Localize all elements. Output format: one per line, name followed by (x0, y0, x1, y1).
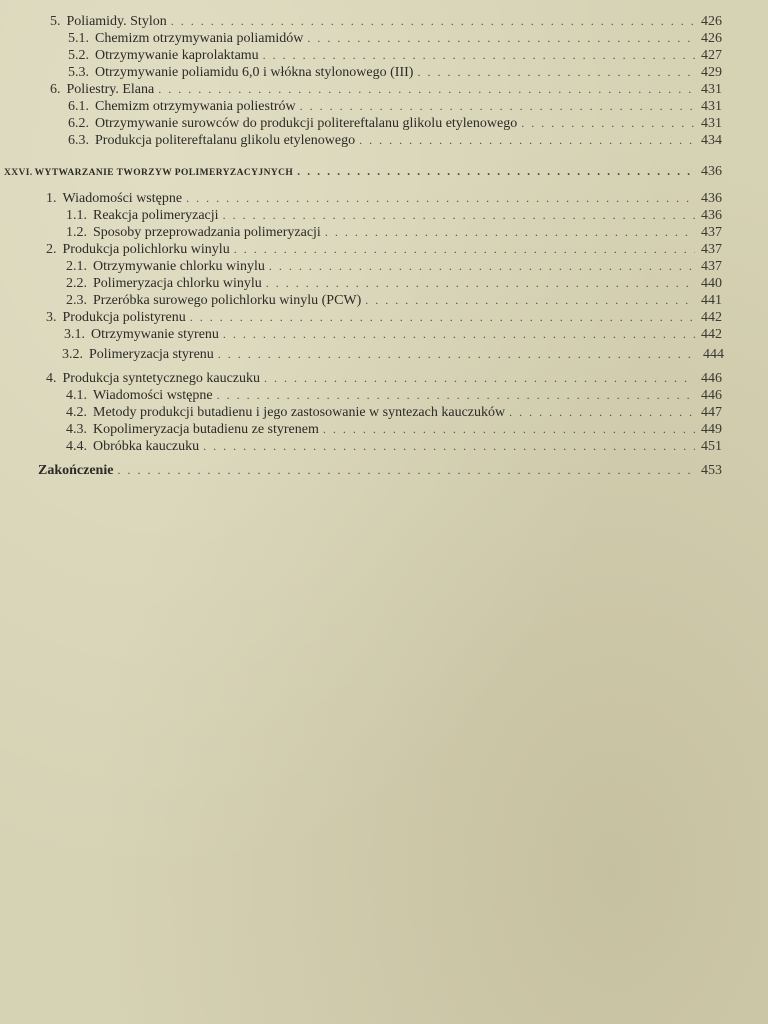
chapter-number: XXVI. (4, 168, 33, 178)
toc-entry (68, 98, 722, 115)
toc-entry (66, 275, 722, 292)
toc-entry-title: Zakończenie (38, 463, 114, 478)
toc-entry-page: 451 (701, 439, 722, 454)
toc-entry (50, 13, 722, 30)
toc-entry-number: 2.2. (66, 276, 87, 291)
dot-leader (417, 64, 695, 81)
toc-entry-number: 6.1. (68, 99, 89, 114)
toc-entry-title: Polimeryzacja chlorku winylu (93, 276, 262, 291)
toc-entry-number: 3.2. (62, 347, 83, 362)
dot-leader (359, 132, 695, 149)
toc-entry-page: 436 (701, 191, 722, 206)
dot-leader (264, 370, 695, 387)
toc-entry (38, 462, 722, 479)
dot-leader (325, 224, 695, 241)
dot-leader (117, 462, 695, 479)
toc-entry-title: Produkcja polichlorku winylu (62, 242, 230, 257)
toc-entry-number: 5.3. (68, 65, 89, 80)
toc-entry-page: 444 (703, 347, 724, 362)
toc-entry-title: Produkcja polistyrenu (62, 310, 186, 325)
toc-entry-page: 427 (701, 48, 722, 63)
toc-entry-title: Otrzymywanie kaprolaktamu (95, 48, 259, 63)
toc-entry (66, 387, 722, 404)
toc-entry-page: 434 (701, 133, 722, 148)
toc-entry-title: Wiadomości wstępne (62, 191, 183, 206)
toc-entry-number: 6.2. (68, 116, 89, 131)
toc-entry (66, 224, 722, 241)
toc-entry-title: Otrzymywanie surowców do produkcji politereftalanu glikolu etylenowego (95, 116, 518, 131)
toc-entry-number: 4.4. (66, 439, 87, 454)
dot-leader (307, 30, 695, 47)
toc-entry-page: 429 (701, 65, 722, 80)
toc-entry-page: 431 (701, 82, 722, 97)
toc-entry-title: Metody produkcji butadienu i jego zastosowanie w syntezach kauczuków (93, 405, 506, 420)
toc-entry-page: 446 (701, 371, 722, 386)
toc-entry (62, 346, 724, 363)
toc-entry-page: 426 (701, 31, 722, 46)
dot-leader (190, 309, 695, 326)
toc-entry-title: Przeróbka surowego polichlorku winylu (PCW) (93, 293, 362, 308)
dot-leader (509, 404, 695, 421)
toc-entry-number: 1.2. (66, 225, 87, 240)
dot-leader (203, 438, 695, 455)
toc-entry-page: 437 (701, 225, 722, 240)
toc-entry-page: 442 (701, 310, 722, 325)
toc-entry-title: Obróbka kauczuku (93, 439, 200, 454)
toc-entry (66, 438, 722, 455)
toc-entry-number: 5.2. (68, 48, 89, 63)
toc-entry-page: 426 (701, 14, 722, 29)
toc-entry (68, 64, 722, 81)
dot-leader (158, 81, 695, 98)
toc-entry (46, 190, 722, 207)
toc-entry-page: 441 (701, 293, 722, 308)
toc-entry (50, 81, 722, 98)
dot-leader (218, 346, 697, 363)
toc-entry-page: 440 (701, 276, 722, 291)
toc-entry (46, 370, 722, 387)
toc-entry (64, 326, 722, 343)
dot-leader (217, 387, 695, 404)
toc-entry (66, 207, 722, 224)
toc-entry-title: Produkcja syntetycznego kauczuku (62, 371, 260, 386)
toc-entry-title: Kopolimeryzacja butadienu ze styrenem (93, 422, 319, 437)
toc-entry-page: 436 (701, 208, 722, 223)
toc-entry-number: 4.1. (66, 388, 87, 403)
toc-entry-title: Poliestry. Elana (66, 82, 155, 97)
toc-entry-title: Wiadomości wstępne (93, 388, 213, 403)
toc-entry-page: 431 (701, 99, 722, 114)
toc-entry (68, 115, 722, 132)
dot-leader (521, 115, 695, 132)
toc-entry-number: 2.3. (66, 293, 87, 308)
toc-entry-title: Sposoby przeprowadzania polimeryzacji (93, 225, 321, 240)
toc-entry-page: 437 (701, 259, 722, 274)
toc-entry (66, 421, 722, 438)
toc-entry-page: 437 (701, 242, 722, 257)
toc-entry-number: 4.3. (66, 422, 87, 437)
dot-leader (186, 190, 695, 207)
dot-leader (171, 13, 695, 30)
toc-entry (66, 404, 722, 421)
dot-leader (300, 98, 695, 115)
toc-entry-page: 431 (701, 116, 722, 131)
toc-entry-number: 3.1. (64, 327, 85, 342)
toc-entry (68, 47, 722, 64)
toc-entry (66, 258, 722, 275)
toc-chapter-heading (4, 163, 722, 180)
toc-entry-title: Chemizm otrzymywania poliestrów (95, 99, 296, 114)
dot-leader (234, 241, 695, 258)
toc-entry-number: 1.1. (66, 208, 87, 223)
toc-entry-title: Poliamidy. Stylon (66, 14, 167, 29)
toc-entry-title: Polimeryzacja styrenu (89, 347, 214, 362)
dot-leader (269, 258, 695, 275)
toc-entry-number: 5.1. (68, 31, 89, 46)
toc-entry-page: 449 (701, 422, 722, 437)
toc-entry (46, 309, 722, 326)
toc-entry-title: Otrzymywanie chlorku winylu (93, 259, 265, 274)
toc-entry (46, 241, 722, 258)
toc-entry-page: 447 (701, 405, 722, 420)
toc-entry-number: 1. (46, 191, 57, 206)
toc-entry-page: 453 (701, 463, 722, 478)
dot-leader (223, 207, 695, 224)
dot-leader (323, 421, 695, 438)
dot-leader (223, 326, 695, 343)
toc-entry-number: 6. (50, 82, 61, 97)
dot-leader (263, 47, 695, 64)
toc-entry-title: Produkcja politereftalanu glikolu etylenowego (95, 133, 356, 148)
toc-entry-number: 4.2. (66, 405, 87, 420)
toc-entry-page: 446 (701, 388, 722, 403)
toc-entry-number: 4. (46, 371, 57, 386)
toc-entry-title: Otrzymywanie styrenu (91, 327, 219, 342)
dot-leader (266, 275, 695, 292)
dot-leader (365, 292, 695, 309)
toc-entry (66, 292, 722, 309)
toc-entry-number: 5. (50, 14, 61, 29)
toc-entry-page: 442 (701, 327, 722, 342)
toc-entry-number: 2.1. (66, 259, 87, 274)
toc-entry-number: 3. (46, 310, 57, 325)
toc-entry (68, 132, 722, 149)
chapter-title: WYTWARZANIE TWORZYW POLIMERYZACYJNYCH (34, 168, 294, 178)
toc-entry (68, 30, 722, 47)
toc-entry-number: 6.3. (68, 133, 89, 148)
toc-entry-title: Chemizm otrzymywania poliamidów (95, 31, 304, 46)
chapter-page: 436 (701, 164, 722, 179)
toc-entry-title: Otrzymywanie poliamidu 6,0 i włókna stylonowego (III) (95, 65, 414, 80)
dot-leader (297, 163, 695, 180)
toc-entry-number: 2. (46, 242, 57, 257)
toc-entry-title: Reakcja polimeryzacji (93, 208, 219, 223)
